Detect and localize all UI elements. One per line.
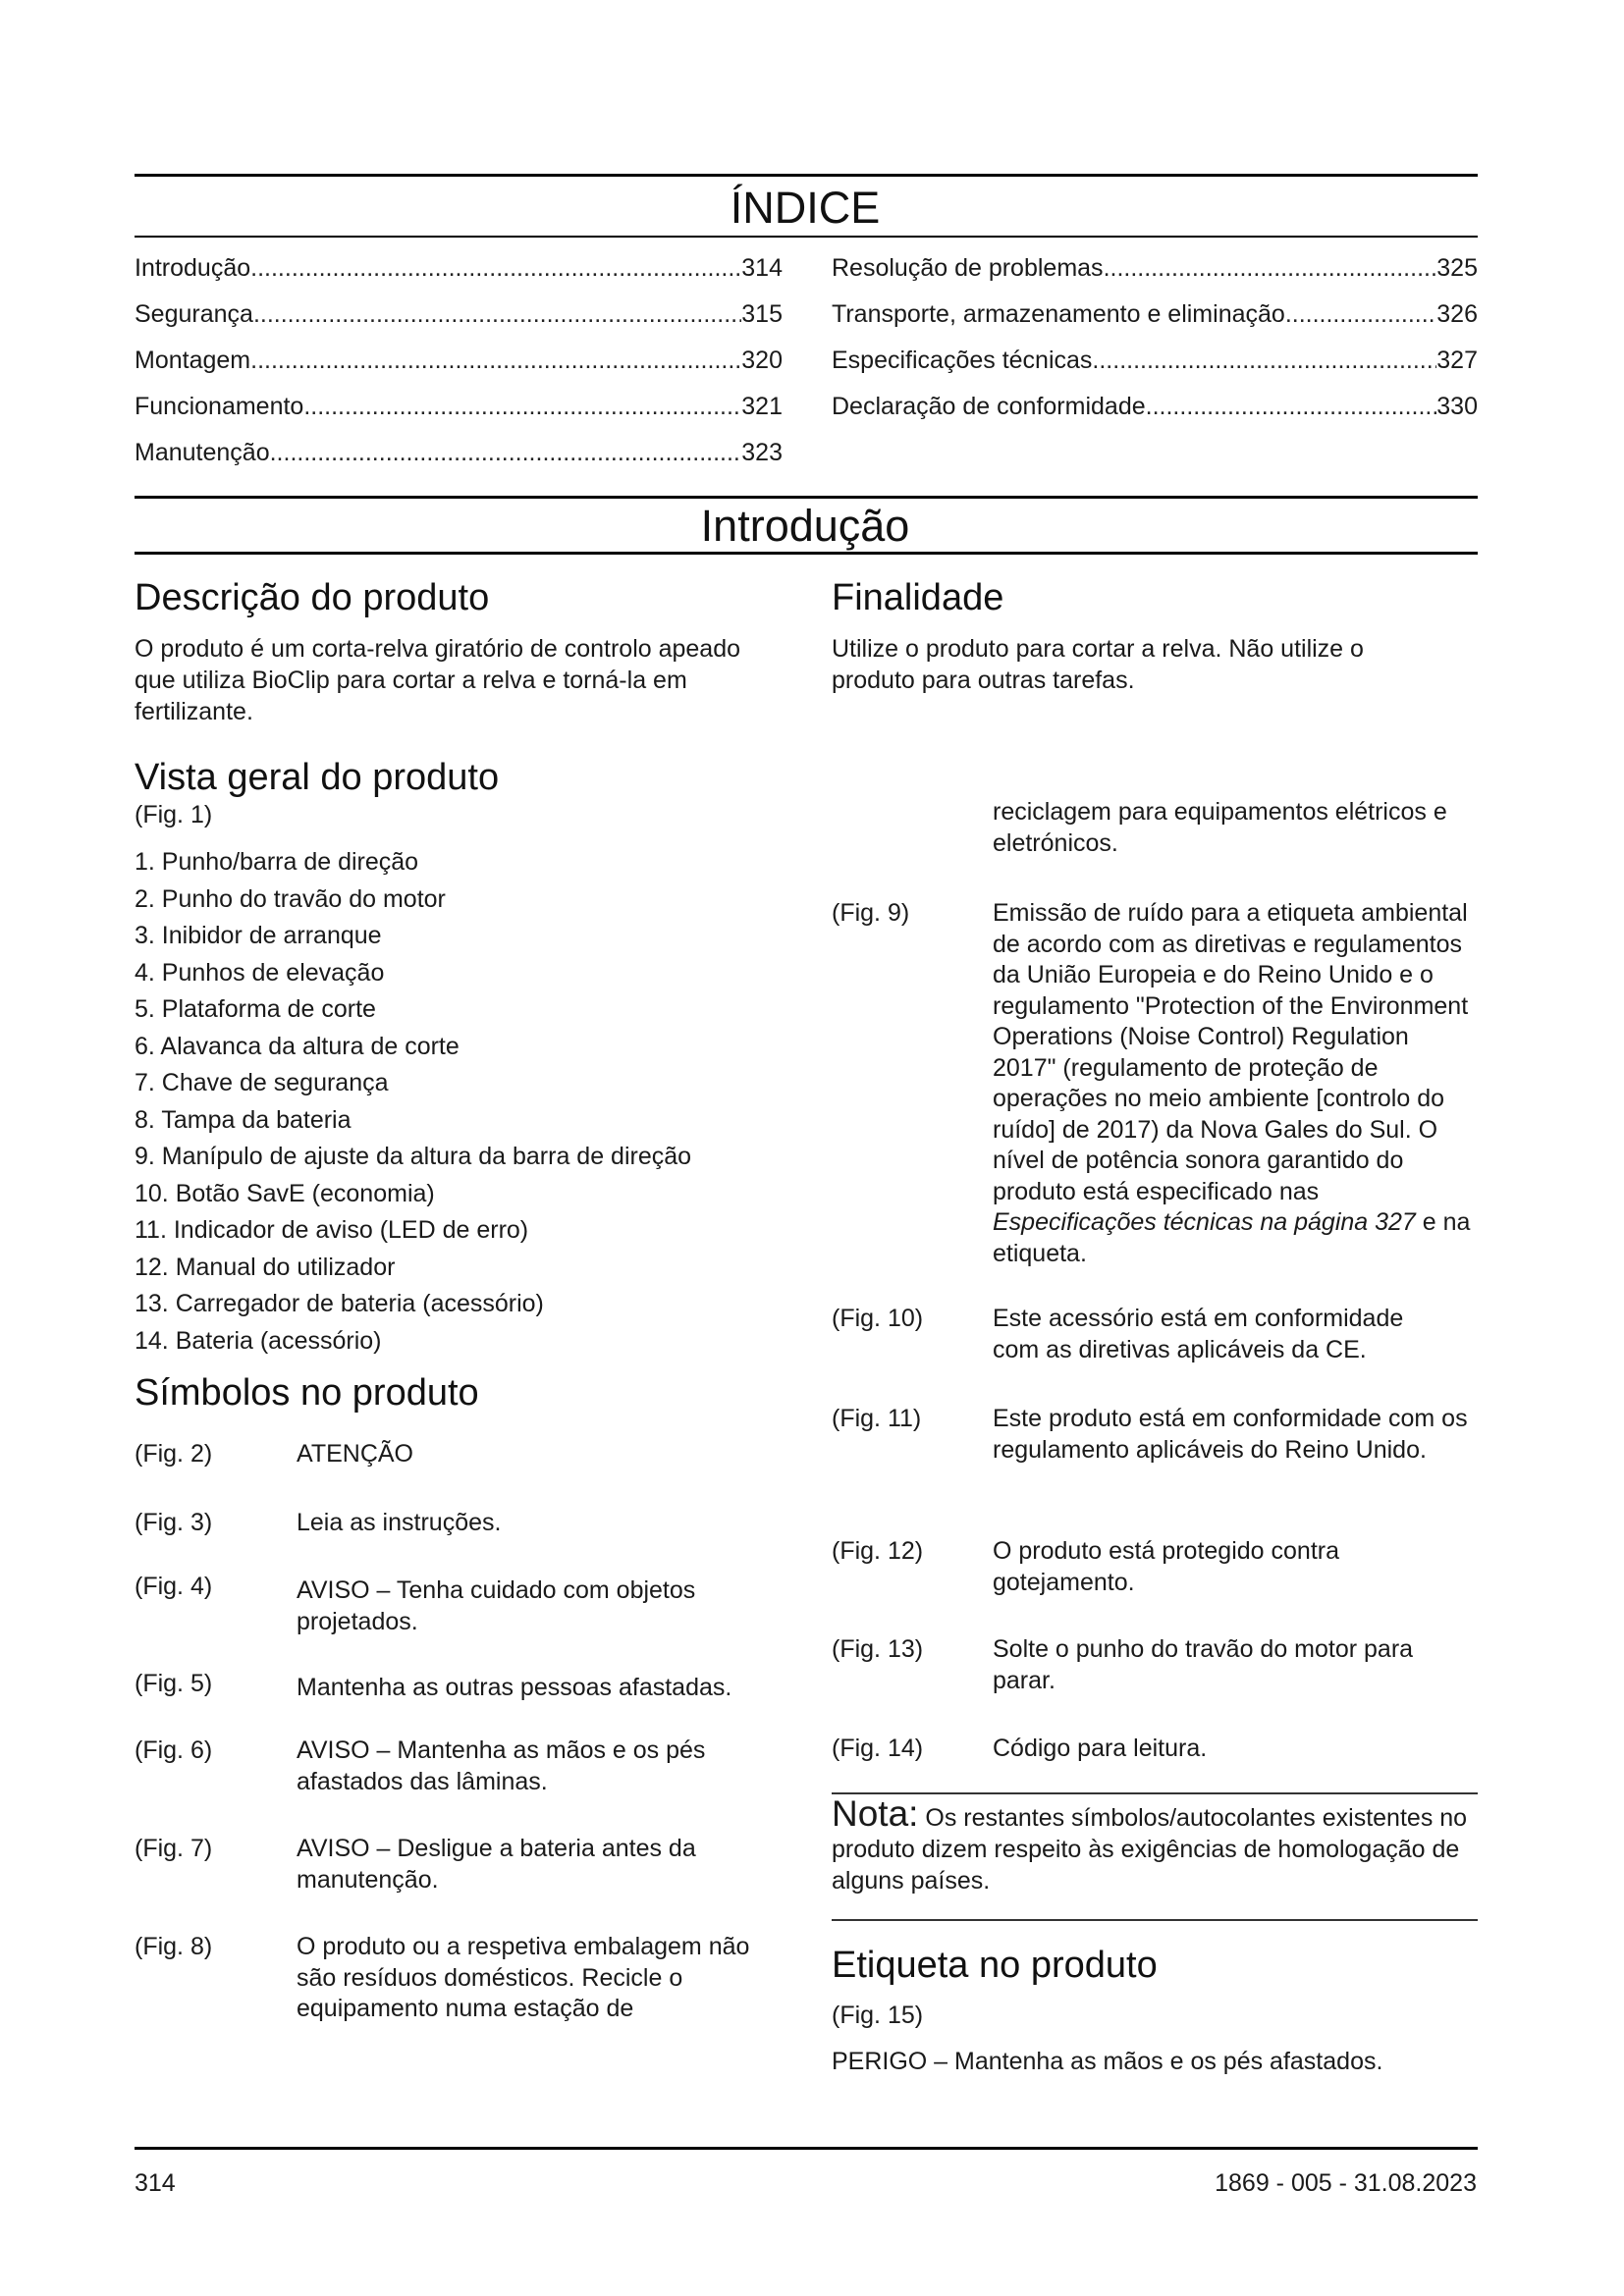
- list-item: 3. Inibidor de arranque: [135, 922, 382, 949]
- nota-label: Nota:: [832, 1793, 919, 1834]
- symbol-desc: Emissão de ruído para a etiqueta ambiental de acordo com as diretivas e regulamentos da União Europeia e do Reino Unido e o regulamento "Protection of the Environment Operations (Noise Control) Regulation 2017" (regulamento de proteção de operações no meio ambiente [controlo do ruído] de 2017) da Nova Gales do Sul. O nível de potência sonora garantido do produto está especificado nas Especificações técnicas na página 327 e na etiqueta.: [993, 899, 1471, 1267]
- list-item: 6. Alavanca da altura de corte: [135, 1032, 460, 1060]
- etiqueta-fig-ref: (Fig. 15): [832, 2002, 924, 2029]
- symbol-fig-ref: (Fig. 7): [135, 1835, 213, 1862]
- symbol-fig-ref: (Fig. 3): [135, 1509, 213, 1536]
- symbol-fig-ref: (Fig. 4): [135, 1573, 213, 1600]
- toc-entry[interactable]: Funcionamento ..... 321: [135, 384, 783, 430]
- symbol-desc: Este acessório está em conformidade com as diretivas aplicáveis da CE.: [993, 1305, 1404, 1363]
- vista-list: [135, 844, 802, 1360]
- page-number: 314: [135, 2169, 176, 2197]
- toc-entry[interactable]: Resolução de problemas ..... 325: [832, 245, 1478, 292]
- list-item: 5. Plataforma de corte: [135, 995, 376, 1023]
- nota-top-rule: [832, 1792, 1478, 1794]
- footer-rule: [135, 2147, 1478, 2150]
- symbol-fig-ref: (Fig. 10): [832, 1305, 924, 1332]
- nota-text: Os restantes símbolos/autocolantes existentes no produto dizem respeito às exigências de homologação de alguns países.: [832, 1804, 1468, 1895]
- descricao-heading: Descrição do produto: [135, 577, 490, 618]
- list-item: 14. Bateria (acessório): [135, 1326, 382, 1355]
- document-code: 1869 - 005 - 31.08.2023: [1215, 2169, 1477, 2197]
- symbol-desc: O produto está protegido contra gotejamento.: [993, 1537, 1340, 1596]
- symbol-desc: AVISO – Desligue a bateria antes da manutenção.: [297, 1835, 696, 1894]
- symbol-desc: Mantenha as outras pessoas afastadas.: [297, 1674, 732, 1701]
- section-bottom-rule: [135, 552, 1478, 555]
- toc-entry[interactable]: Declaração de conformidade ..... 330: [832, 384, 1478, 430]
- list-item: 8. Tampa da bateria: [135, 1105, 352, 1134]
- nota-box: [832, 1793, 1478, 1896]
- finalidade-text: Utilize o produto para cortar a relva. Não utilize o produto para outras tarefas.: [832, 635, 1364, 694]
- symbol-desc: Leia as instruções.: [297, 1509, 502, 1536]
- list-item: 1. Punho/barra de direção: [135, 848, 419, 876]
- section-title: Introdução: [700, 501, 910, 551]
- symbol-fig-ref: (Fig. 8): [135, 1933, 213, 1960]
- symbol-fig-ref: (Fig. 12): [832, 1537, 924, 1565]
- specs-link[interactable]: Especificações técnicas na página 327: [993, 1208, 1416, 1236]
- section-top-rule: [135, 496, 1478, 499]
- list-item: 10. Botão SavE (economia): [135, 1179, 435, 1207]
- symbol-fig-ref: (Fig. 6): [135, 1736, 213, 1764]
- symbol-desc: Código para leitura.: [993, 1735, 1208, 1762]
- toc-entry[interactable]: Introdução ..... 314: [135, 245, 783, 292]
- simbolos-heading: Símbolos no produto: [135, 1372, 479, 1414]
- symbol-fig-ref: (Fig. 9): [832, 899, 910, 927]
- list-item: 2. Punho do travão do motor: [135, 884, 446, 913]
- toc-left-column: [135, 245, 783, 476]
- symbol-desc: AVISO – Mantenha as mãos e os pés afastados das lâminas.: [297, 1736, 706, 1795]
- list-item: 12. Manual do utilizador: [135, 1253, 396, 1281]
- list-item: 4. Punhos de elevação: [135, 958, 385, 987]
- toc-entry[interactable]: Manutenção ..... 323: [135, 430, 783, 476]
- symbol-desc: ATENÇÃO: [297, 1440, 413, 1468]
- symbol-desc: Solte o punho do travão do motor para parar.: [993, 1635, 1414, 1694]
- symbol-fig-ref: (Fig. 11): [832, 1405, 922, 1432]
- symbol-desc: AVISO – Tenha cuidado com objetos projetados.: [297, 1576, 696, 1635]
- toc-top-rule: [135, 174, 1478, 177]
- finalidade-heading: Finalidade: [832, 577, 1004, 618]
- vista-heading: Vista geral do produto: [135, 757, 500, 798]
- etiqueta-text: PERIGO – Mantenha as mãos e os pés afastados.: [832, 2048, 1383, 2075]
- etiqueta-heading: Etiqueta no produto: [832, 1945, 1158, 1986]
- nota-bottom-rule: [832, 1919, 1478, 1921]
- symbol-fig-ref: (Fig. 14): [832, 1735, 924, 1762]
- symbol-fig-ref: (Fig. 2): [135, 1440, 213, 1468]
- toc-entry[interactable]: Especificações técnicas ..... 327: [832, 338, 1478, 384]
- list-item: 13. Carregador de bateria (acessório): [135, 1290, 544, 1317]
- descricao-text: O produto é um corta-relva giratório de controlo apeado que utiliza BioClip para cortar a relva e torná-la em fertilizante.: [135, 635, 741, 725]
- toc-title: ÍNDICE: [730, 183, 881, 233]
- list-item: 9. Manípulo de ajuste da altura da barra de direção: [135, 1143, 692, 1170]
- list-item: 11. Indicador de aviso (LED de erro): [135, 1216, 529, 1244]
- symbol-fig-ref: (Fig. 13): [832, 1635, 924, 1663]
- toc-entry[interactable]: Transporte, armazenamento e eliminação ..... 326: [832, 292, 1478, 338]
- toc-entry[interactable]: Segurança ..... 315: [135, 292, 783, 338]
- list-item: 7. Chave de segurança: [135, 1069, 389, 1096]
- toc-entry[interactable]: Montagem ..... 320: [135, 338, 783, 384]
- toc-bottom-rule: [135, 236, 1478, 238]
- symbol-desc: Este produto está em conformidade com os regulamento aplicáveis do Reino Unido.: [993, 1405, 1468, 1464]
- symbol-fig-ref: (Fig. 5): [135, 1670, 213, 1697]
- symbol-desc: O produto ou a respetiva embalagem não são resíduos domésticos. Recicle o equipamento numa estação de: [297, 1933, 750, 2022]
- toc-right-column: [832, 245, 1478, 430]
- vista-fig-ref: (Fig. 1): [135, 801, 213, 828]
